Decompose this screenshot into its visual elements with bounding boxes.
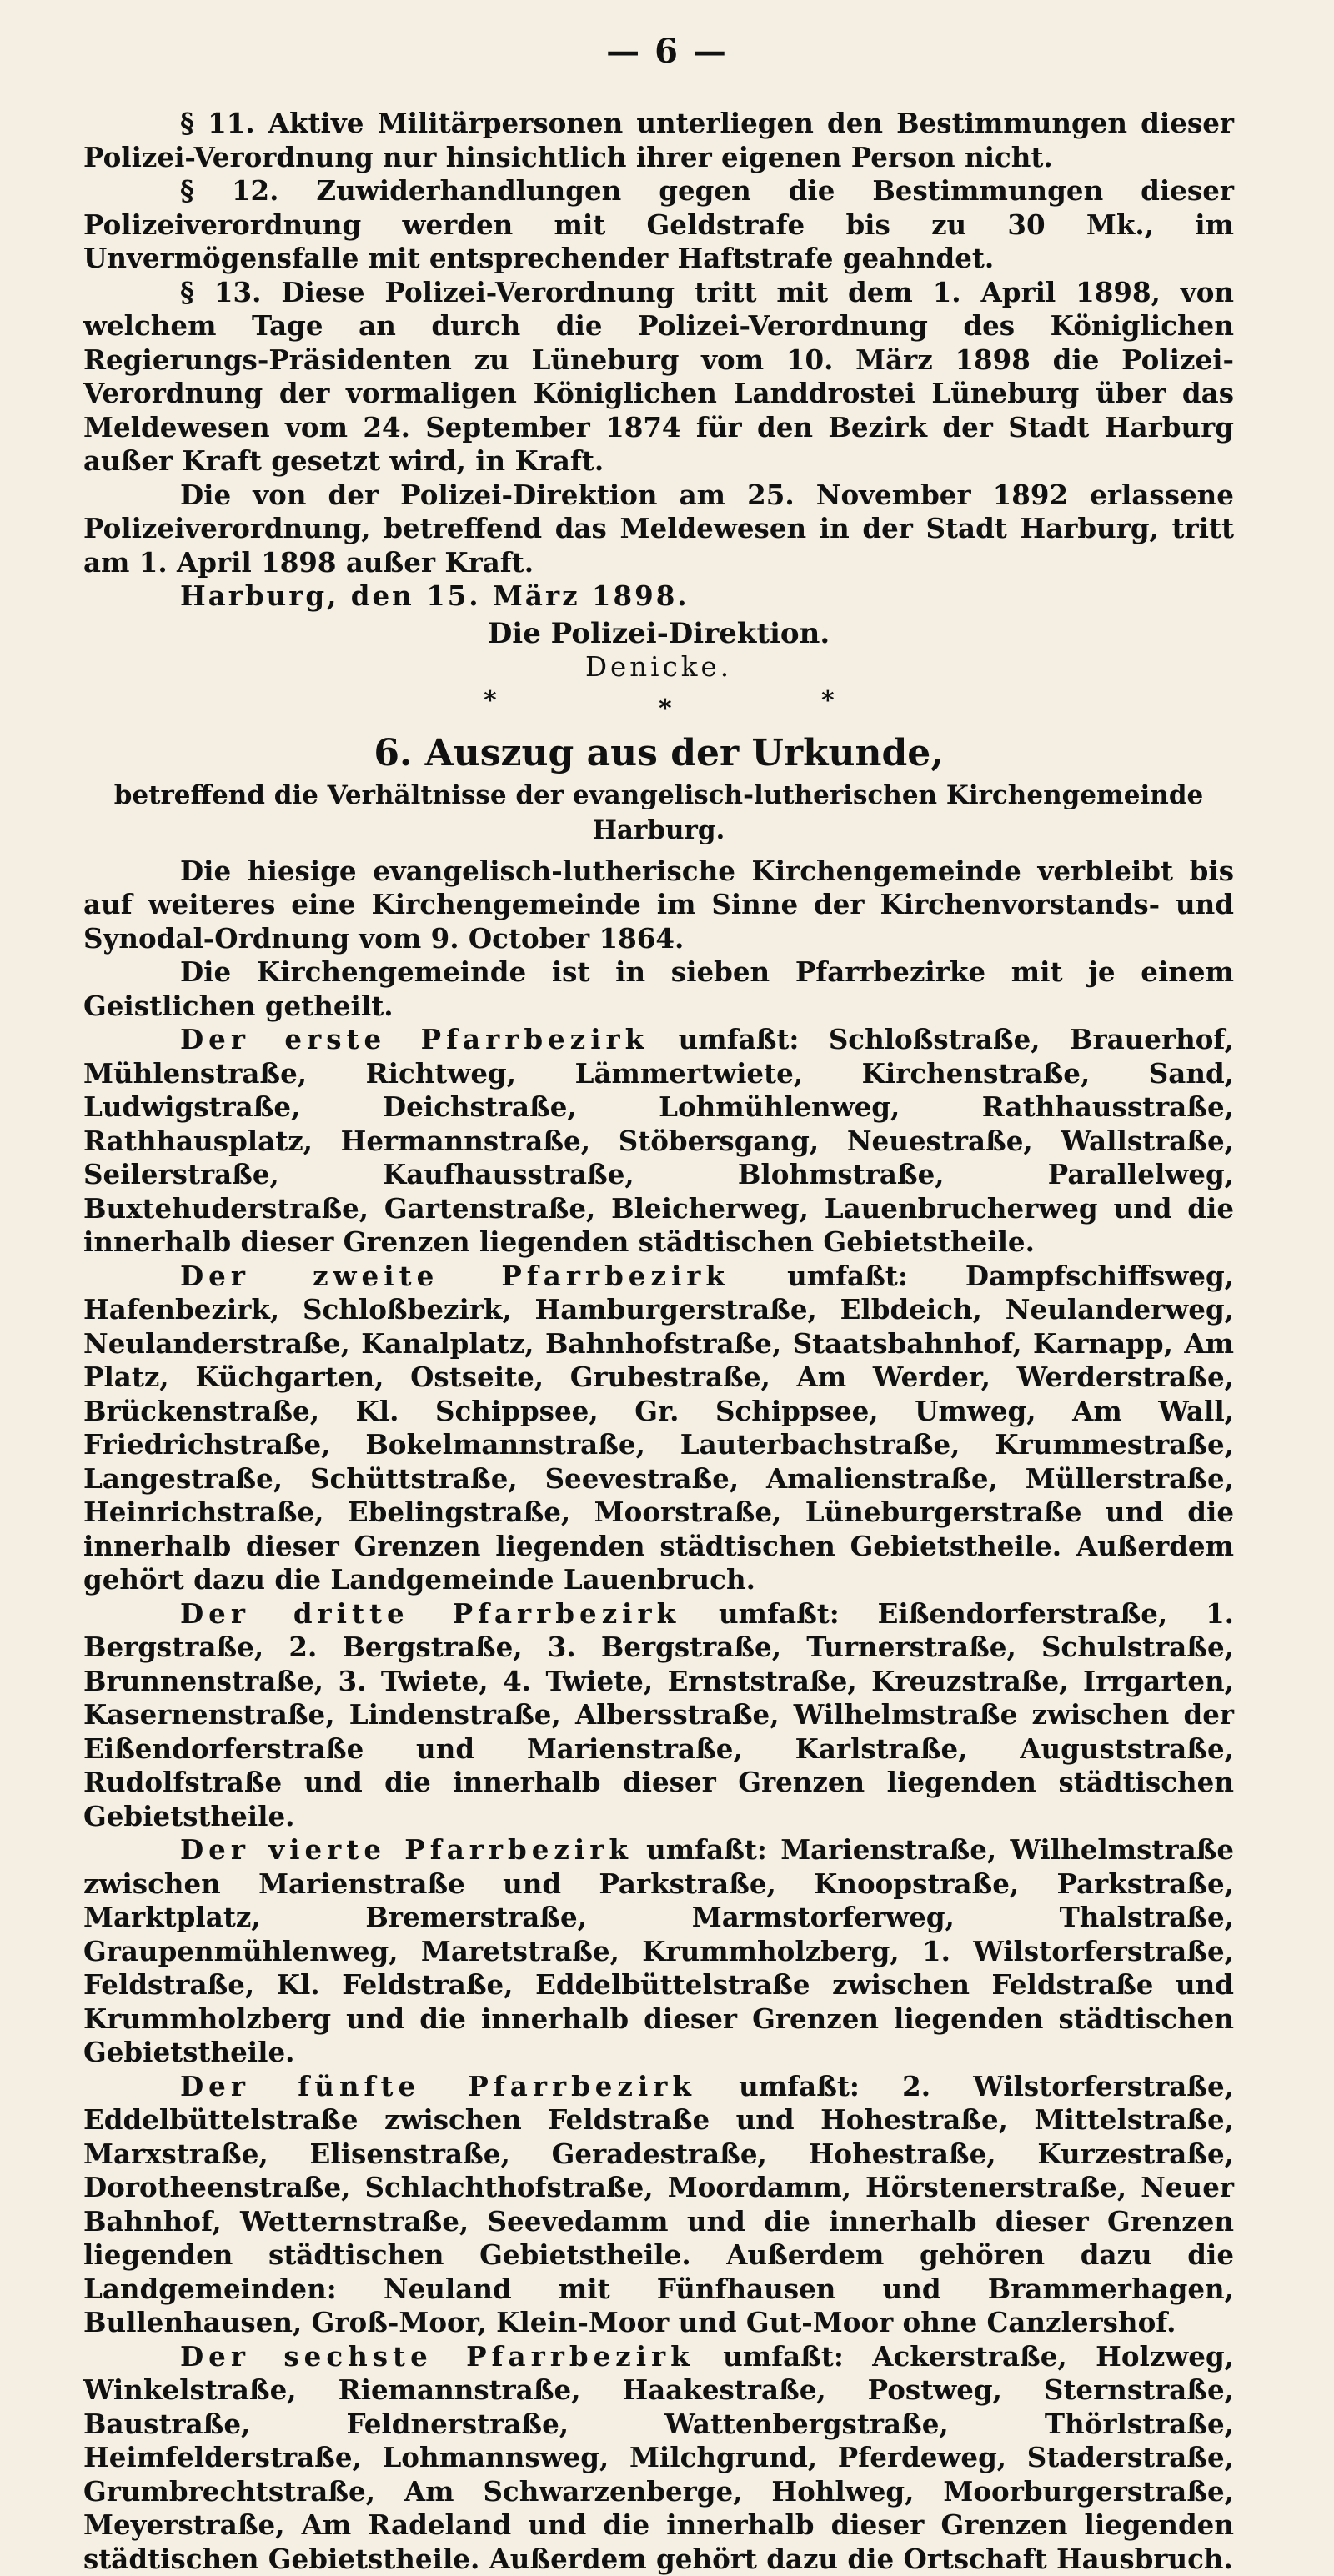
district-label: Der vierte Pfarrbezirk	[180, 1833, 633, 1866]
paragraph-division: Die Kirchengemeinde ist in sieben Pfarrbezirke mit je einem Geistlichen getheilt.	[83, 955, 1234, 1023]
district-streets: umfaßt: Dampfschiffsweg, Hafenbezirk, Schloßbezirk, Hamburgerstraße, Elbdeich, Neulanderweg, Neulanderstraße, Kanalplatz, Bahnhofstraße, Staatsbahnhof, Karnapp, Am Platz, Küchgarten, Ostseite, Grubestraße, Am Werder, Werderstraße, Brückenstraße, Kl. Schippsee, Gr. Schippsee, Umweg, Am Wall, Friedrichstraße, Bokelmannstraße, Lauterbachstraße, Krummestraße, Langestraße, Schüttstraße, Seevestraße, Amalienstraße, Müllerstraße, Heinrichstraße, Ebelingstraße, Moorstraße, Lüneburgerstraße und die innerhalb dieser Grenzen liegenden städtischen Gebietstheile. Außerdem gehört dazu die Landgemeinde Lauenbruch.	[83, 1260, 1234, 1596]
paragraph-district-2	[83, 1260, 1234, 1597]
district-streets: umfaßt: Schloßstraße, Brauerhof, Mühlenstraße, Richtweg, Lämmertwiete, Kirchenstraße, Sand, Ludwigstraße, Deichstraße, Lohmühlenweg, Rathhausstraße, Rathhausplatz, Hermannstraße, Stöbersgang, Neuestraße, Wallstraße, Seilerstraße, Kaufhausstraße, Blohmstraße, Parallelweg, Buxtehuderstraße, Gartenstraße, Bleicherweg, Lauenbrucherweg und die innerhalb dieser Grenzen liegenden städtischen Gebietstheile.	[83, 1023, 1234, 1258]
paragraph-intro: Die hiesige evangelisch-lutherische Kirchengemeinde verbleibt bis auf weiteres eine Kirchengemeinde im Sinne der Kirchenvorstands- und Synodal-Ordnung vom 9. October 1864.	[83, 854, 1234, 956]
district-label: Der erste Pfarrbezirk	[180, 1023, 649, 1055]
separator-star: *	[484, 684, 497, 719]
paragraph-district-3	[83, 1597, 1234, 1834]
page-number: — 6 —	[0, 32, 1334, 71]
paragraph-district-6	[83, 2340, 1234, 2576]
signature-authority: Die Polizei-Direktion.	[83, 617, 1234, 651]
paragraph-district-1	[83, 1023, 1234, 1260]
district-streets: umfaßt: 2. Wilstorferstraße, Eddelbüttelstraße zwischen Feldstraße und Hohestraße, Mittelstraße, Marxstraße, Elisenstraße, Geradestraße, Hohestraße, Kurzestraße, Dorotheenstraße, Schlachthofstraße, Moordamm, Hörstenerstraße, Neuer Bahnhof, Wetternstraße, Seevedamm und die innerhalb dieser Grenzen liegenden städtischen Gebietstheile. Außerdem gehören dazu die Landgemeinden: Neuland mit Fünfhausen und Brammerhagen, Bullenhausen, Groß-Moor, Klein-Moor und Gut-Moor ohne Canzlershof.	[83, 2070, 1234, 2339]
section-separator	[83, 684, 1234, 721]
section-subheading: betreffend die Verhältnisse der evangelisch-lutherischen Kirchengemeinde Harburg.	[83, 778, 1234, 848]
section-heading: 6. Auszug aus der Urkunde,	[83, 729, 1234, 778]
paragraph-district-5	[83, 2070, 1234, 2340]
date-line: Harburg, den 15. März 1898.	[83, 579, 1234, 614]
paragraph-district-4	[83, 1833, 1234, 2070]
district-label: Der dritte Pfarrbezirk	[180, 1597, 680, 1630]
district-label: Der fünfte Pfarrbezirk	[180, 2070, 696, 2102]
paragraph-repeal: Die von der Polizei-Direktion am 25. November 1892 erlassene Polizeiverordnung, betreffend das Meldewesen in der Stadt Harburg, tritt am 1. April 1898 außer Kraft.	[83, 479, 1234, 580]
paragraph-section-11: § 11. Aktive Militärpersonen unterliegen den Bestimmungen dieser Polizei-Verordnung nur hinsichtlich ihrer eigenen Person nicht.	[83, 107, 1234, 174]
district-streets: umfaßt: Marienstraße, Wilhelmstraße zwischen Marienstraße und Parkstraße, Knoopstraße, Parkstraße, Marktplatz, Bremerstraße, Marmstorferweg, Thalstraße, Graupenmühlenweg, Maretstraße, Krummholzberg, 1. Wilstorferstraße, Feldstraße, Kl. Feldstraße, Eddelbüttelstraße zwischen Feldstraße und Krummholzberg und die innerhalb dieser Grenzen liegenden städtischen Gebietstheile.	[83, 1833, 1234, 2068]
district-streets: umfaßt: Eißendorferstraße, 1. Bergstraße, 2. Bergstraße, 3. Bergstraße, Turnerstraße, Schulstraße, Brunnenstraße, 3. Twiete, 4. Twiete, Ernststraße, Kreuzstraße, Irrgarten, Kasernenstraße, Lindenstraße, Albersstraße, Wilhelmstraße zwischen der Eißendorferstraße und Marienstraße, Karlstraße, Auguststraße, Rudolfstraße und die innerhalb dieser Grenzen liegenden städtischen Gebietstheile.	[83, 1597, 1234, 1832]
district-label: Der sechste Pfarrbezirk	[180, 2340, 695, 2373]
separator-star: *	[659, 693, 672, 727]
signature-name: Denicke.	[83, 650, 1234, 684]
district-label: Der zweite Pfarrbezirk	[180, 1260, 730, 1292]
district-streets: umfaßt: Ackerstraße, Holzweg, Winkelstraße, Riemannstraße, Haakestraße, Postweg, Sternstraße, Baustraße, Feldnerstraße, Wattenbergstraße, Thörlstraße, Heimfelderstraße, Lohmannsweg, Milchgrund, Pferdeweg, Staderstraße, Grumbrechtstraße, Am Schwarzenberge, Hohlweg, Moorburgerstraße, Meyerstraße, Am Radeland und die innerhalb dieser Grenzen liegenden städtischen Gebietstheile. Außerdem gehört dazu die Ortschaft Hausbruch.	[83, 2340, 1234, 2575]
paragraph-section-13: § 13. Diese Polizei-Verordnung tritt mit dem 1. April 1898, von welchem Tage an durch die Polizei-Verordnung des Königlichen Regierungs-Präsidenten zu Lüneburg vom 10. März 1898 die Polizei-Verordnung der vormaligen Königlichen Landdrostei Lüneburg über das Meldewesen vom 24. September 1874 für den Bezirk der Stadt Harburg außer Kraft gesetzt wird, in Kraft.	[83, 276, 1234, 479]
separator-star: *	[821, 684, 835, 719]
document-body	[83, 107, 1234, 2576]
paragraph-section-12: § 12. Zuwiderhandlungen gegen die Bestimmungen dieser Polizeiverordnung werden mit Geldstrafe bis zu 30 Mk., im Unvermögensfalle mit entsprechender Haftstrafe geahndet.	[83, 174, 1234, 276]
